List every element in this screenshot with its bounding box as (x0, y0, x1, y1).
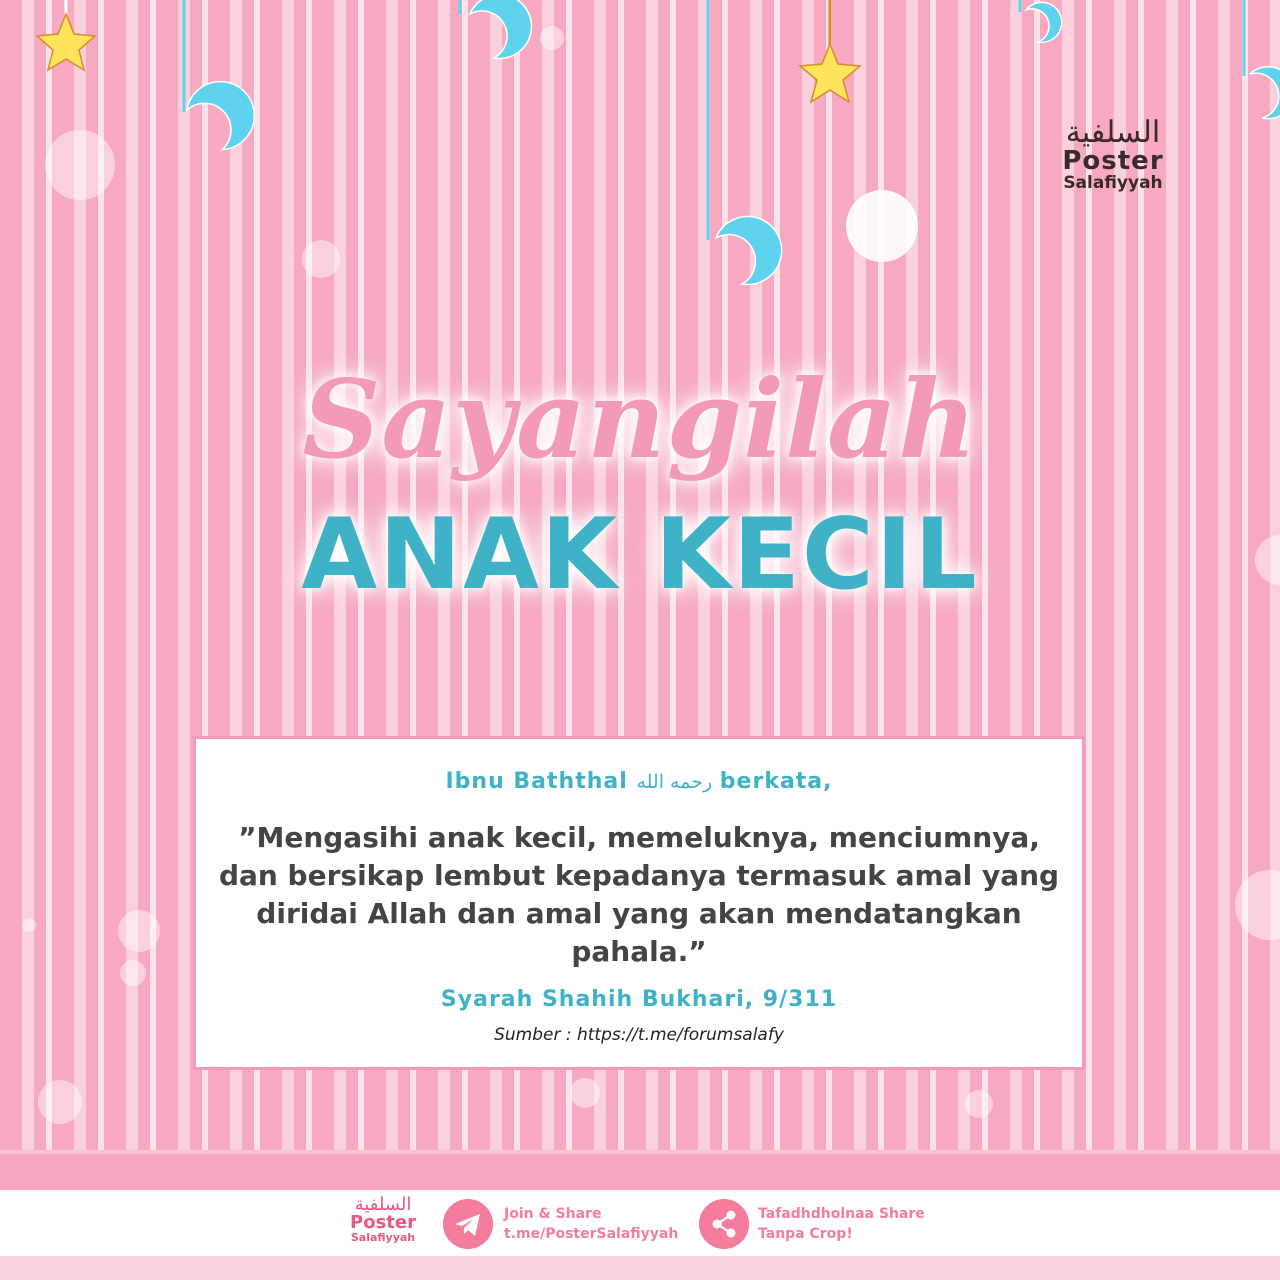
footer-logo-arabic: السلفية (354, 1194, 412, 1215)
quote-text: ”Mengasihi anak kecil, memeluknya, menciumnya, dan bersikap lembut kepadanya termasuk amal yang diridai Allah dan amal yang akan mendatangkan pahala.” (218, 821, 1060, 968)
logo-line2: Salafiyyah (1063, 173, 1163, 193)
moon-icon (1026, 2, 1062, 42)
attribution-name: Ibnu Baththal (445, 769, 628, 794)
footer-logo-line1: Poster (350, 1212, 416, 1233)
poster-salafiyyah-logo (1056, 115, 1170, 210)
join-line2: t.me/PosterSalafiyyah (504, 1226, 679, 1242)
attribution-honorific: رحمه الله (636, 771, 713, 793)
moon-icon (183, 76, 260, 154)
bokeh-dot (38, 1080, 82, 1124)
bokeh-dot (118, 910, 160, 952)
star-icon (37, 14, 95, 70)
title-line2: ANAK KECIL (301, 498, 979, 612)
share-notice-text (758, 1204, 925, 1244)
join-line1: Join & Share (504, 1206, 602, 1222)
bokeh-dot (22, 918, 36, 932)
moon-icon (470, 0, 531, 58)
footer-logo-line2: Salafiyyah (350, 1231, 416, 1244)
reference: Syarah Shahih Bukhari, 9/311 (440, 987, 838, 1012)
moon-icon (1250, 67, 1280, 119)
join-share-text[interactable] (504, 1204, 678, 1244)
share-line2: Tanpa Crop! (758, 1226, 853, 1242)
share-line1: Tafadhdholnaa Share (758, 1206, 925, 1222)
bokeh-dot (570, 1078, 600, 1108)
footer-band (0, 1256, 1280, 1280)
star-icon (800, 44, 860, 102)
source-link[interactable]: Sumber : https://t.me/forumsalafy (494, 1025, 784, 1045)
quote-card (193, 736, 1085, 1070)
shelf-floor (0, 1150, 1280, 1194)
footer-logo (345, 1196, 421, 1252)
bokeh-dot (965, 1090, 993, 1118)
share-icon[interactable] (699, 1199, 749, 1249)
logo-arabic-text: السلفية (1065, 115, 1161, 150)
title-line1: Sayangilah (302, 357, 978, 483)
moon-icon (716, 216, 782, 284)
attribution-verb: berkata, (719, 769, 833, 794)
telegram-icon[interactable] (443, 1199, 493, 1249)
logo-line1: Poster (1062, 146, 1164, 176)
attribution (196, 769, 1082, 794)
bokeh-dot (120, 960, 146, 986)
